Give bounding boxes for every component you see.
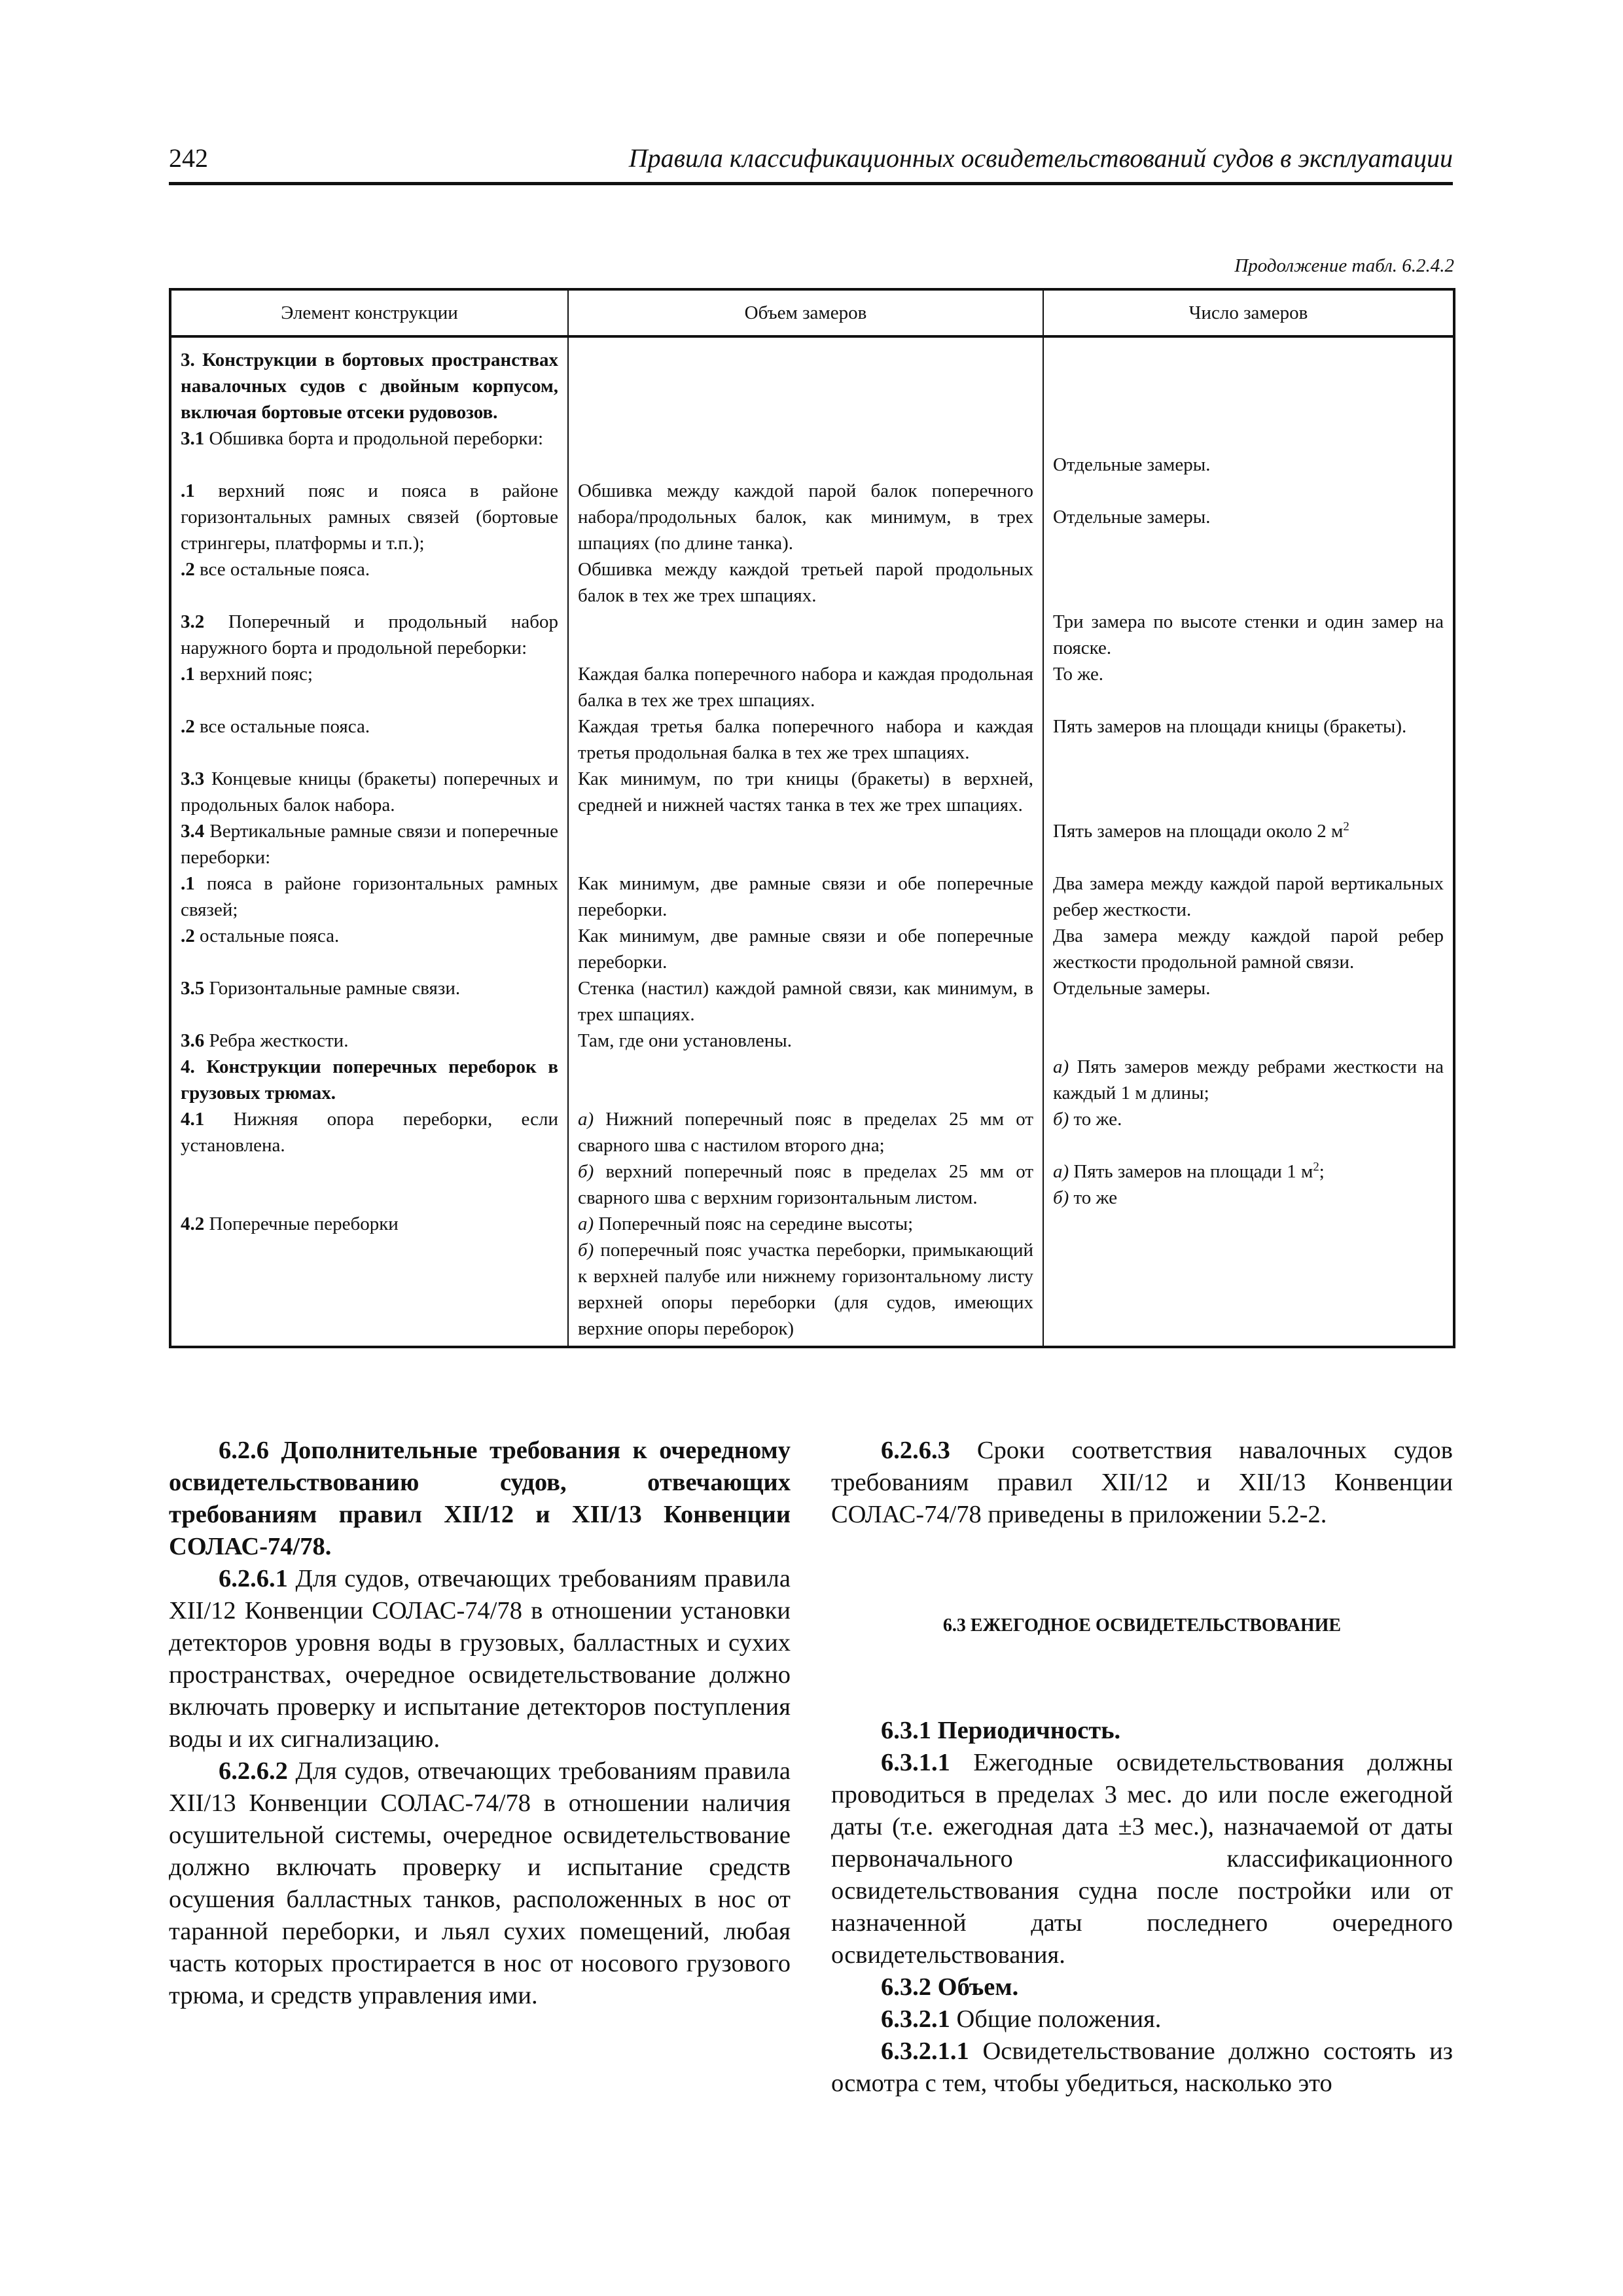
cell-count: Отдельные замеры. (1043, 975, 1454, 1028)
cell-count: Пять замеров на площади кницы (бракеты). (1043, 713, 1454, 766)
cell-element: 3. Конструкции в бортовых пространствах навалочных судов с двойным корпусом, включая бортовые отсеки рудовозов. 3.1 Обшивка борта и продольной переборки: (170, 336, 568, 478)
column-header-count: Число замеров (1043, 289, 1454, 336)
cell-element: 4.2 Поперечные переборки (170, 1211, 568, 1347)
cell-count: Два замера между каждой парой ребер жесткости продольной рамной связи. (1043, 923, 1454, 975)
cell-scope: Стенка (настил) каждой рамной связи, как минимум, в трех шпациях. (568, 975, 1043, 1028)
table-header-row (170, 289, 1454, 336)
paragraph-6-2-6-1: 6.2.6.1 Для судов, отвечающих требованиям правила XII/12 Конвенции СОЛАС-74/78 в отношении установки детекторов уровня воды в грузовых, балластных и сухих пространствах, очередное освидетельствование должно включать проверку и испытание детекторов поступления воды и их сигнализацию. (169, 1565, 791, 1753)
cell-element: .2 остальные пояса. (170, 923, 568, 975)
cell-element: 4.1 Нижняя опора переборки, если установлена. (170, 1106, 568, 1211)
cell-element: 3.6 Ребра жесткости. 4. Конструкции поперечных переборок в грузовых трюмах. (170, 1028, 568, 1106)
cell-count (1043, 556, 1454, 609)
column-header-scope: Объем замеров (568, 289, 1043, 336)
cell-count: Отдельные замеры. (1043, 478, 1454, 556)
table-row (170, 870, 1454, 923)
section-heading-6-3: 6.3 ЕЖЕГОДНОЕ ОСВИДЕТЕЛЬСТВОВАНИЕ (942, 1615, 1342, 1636)
cell-element: 3.4 Вертикальные рамные связи и поперечные переборки: (170, 818, 568, 870)
running-title: Правила классификационных освидетельствований судов в эксплуатации (628, 143, 1453, 173)
right-column (831, 1435, 1453, 2100)
cell-element: .1 верхний пояс и пояса в районе горизонтальных рамных связей (бортовые стрингеры, платформы и т.п.); (170, 478, 568, 556)
cell-scope: Каждая третья балка поперечного набора и каждая третья продольная балка в тех же трех шпациях. (568, 713, 1043, 766)
cell-count: Пять замеров на площади около 2 $м^2$ (1043, 818, 1454, 870)
table-row (170, 1106, 1454, 1211)
table-row (170, 766, 1454, 818)
table-row (170, 478, 1454, 556)
table-row (170, 1211, 1454, 1347)
cell-element: .1 верхний пояс; (170, 661, 568, 713)
cell-scope: Как минимум, по три кницы (бракеты) в верхней, средней и нижней частях танка в тех же трех шпациях. (568, 766, 1043, 818)
cell-scope (568, 336, 1043, 478)
subheading-6-3-2: 6.3.2 Объем. (881, 1973, 1019, 2001)
table-row (170, 923, 1454, 975)
section-6-2-6-title: 6.2.6 Дополнительные требования к очередному освидетельствованию судов, отвечающих требованиям правил XII/12 и XII/13 Конвенции СОЛАС-74/78. (169, 1437, 791, 1560)
left-column (169, 1435, 791, 2012)
table-caption: Продолжение табл. 6.2.4.2 (1234, 255, 1454, 276)
cell-element: 3.2 Поперечный и продольный набор наружного борта и продольной переборки: (170, 609, 568, 661)
cell-count: Три замера по высоте стенки и один замер на пояске. (1043, 609, 1454, 661)
page-header (169, 143, 1453, 185)
cell-scope: Обшивка между каждой парой балок поперечного набора/продольных балок, как минимум, в трех шпациях (по длине танка). (568, 478, 1043, 556)
paragraph-6-2-6-3: 6.2.6.3 Сроки соответствия навалочных судов требованиям правил XII/12 и XII/13 Конвенции СОЛАС-74/78 приведены в приложении 5.2-2. (831, 1437, 1453, 1528)
table-row (170, 713, 1454, 766)
cell-count: а) Пять замеров между ребрами жесткости на каждый 1 м длины; (1043, 1028, 1454, 1106)
column-header-element: Элемент конструкции (170, 289, 568, 336)
paragraph-6-2-6-2: 6.2.6.2 Для судов, отвечающих требованиям правила XII/13 Конвенции СОЛАС-74/78 в отношении наличия осушительной системы, очередное освидетельствование должно включать проверку и испытание средств осушения балластных танков, расположенных в нос от таранной переборки, и льял сухих помещений, любая часть которых простирается в нос от носового грузового трюма, и средств управления ими. (169, 1757, 791, 2009)
cell-scope: Обшивка между каждой третьей парой продольных балок в тех же трех шпациях. (568, 556, 1043, 609)
cell-scope (568, 609, 1043, 661)
cell-scope: Там, где они установлены. (568, 1028, 1043, 1106)
subheading-6-3-1: 6.3.1 Периодичность. (881, 1717, 1121, 1744)
table-row (170, 1028, 1454, 1106)
cell-scope: Как минимум, две рамные связи и обе поперечные переборки. (568, 923, 1043, 975)
cell-count: Отдельные замеры. (1043, 336, 1454, 478)
table-row (170, 975, 1454, 1028)
cell-scope: Каждая балка поперечного набора и каждая продольная балка в тех же трех шпациях. (568, 661, 1043, 713)
cell-count: Два замера между каждой парой вертикальных ребер жесткости. (1043, 870, 1454, 923)
cell-count: б) то же. а) Пять замеров на площади 1 $м^2$; б) то же (1043, 1106, 1454, 1211)
cell-count (1043, 766, 1454, 818)
measurement-table (169, 288, 1455, 1348)
cell-element: .1 пояса в районе горизонтальных рамных связей; (170, 870, 568, 923)
table-row (170, 556, 1454, 609)
cell-element: 3.3 Концевые кницы (бракеты) поперечных и продольных балок набора. (170, 766, 568, 818)
table-body (170, 336, 1454, 1347)
table-row (170, 609, 1454, 661)
cell-element: .2 все остальные пояса. (170, 713, 568, 766)
paragraph-6-3-1-1: 6.3.1.1 Ежегодные освидетельствования должны проводиться в пределах 3 мес. до или после ежегодной даты (т.е. ежегодная дата ±3 мес.), назначаемой от даты первоначального классификационного освидетельствования судна после постройки или от назначенной даты последнего очередного освидетельствования. (831, 1749, 1453, 1969)
cell-scope: а) Нижний поперечный пояс в пределах 25 мм от сварного шва с настилом второго дна; б) верхний поперечный пояс в пределах 25 мм от сварного шва с верхним горизонтальным листом. (568, 1106, 1043, 1211)
cell-scope (568, 818, 1043, 870)
table-row (170, 336, 1454, 478)
cell-scope: а) Поперечный пояс на середине высоты; б) поперечный пояс участка переборки, примыкающий к верхней палубе или нижнему горизонтальному листу верхней опоры переборки (для судов, имеющих верхние опоры переборок) (568, 1211, 1043, 1347)
table-row (170, 661, 1454, 713)
cell-element: .2 все остальные пояса. (170, 556, 568, 609)
page-number: 242 (169, 143, 208, 173)
cell-count: То же. (1043, 661, 1454, 713)
cell-scope: Как минимум, две рамные связи и обе поперечные переборки. (568, 870, 1043, 923)
paragraph-6-3-2-1: 6.3.2.1 Общие положения. (881, 2005, 1162, 2033)
cell-element: 3.5 Горизонтальные рамные связи. (170, 975, 568, 1028)
table-row (170, 818, 1454, 870)
paragraph-6-3-2-1-1: 6.3.2.1.1 Освидетельствование должно состоять из осмотра с тем, чтобы убедиться, насколько это (831, 2037, 1453, 2097)
cell-count (1043, 1211, 1454, 1347)
